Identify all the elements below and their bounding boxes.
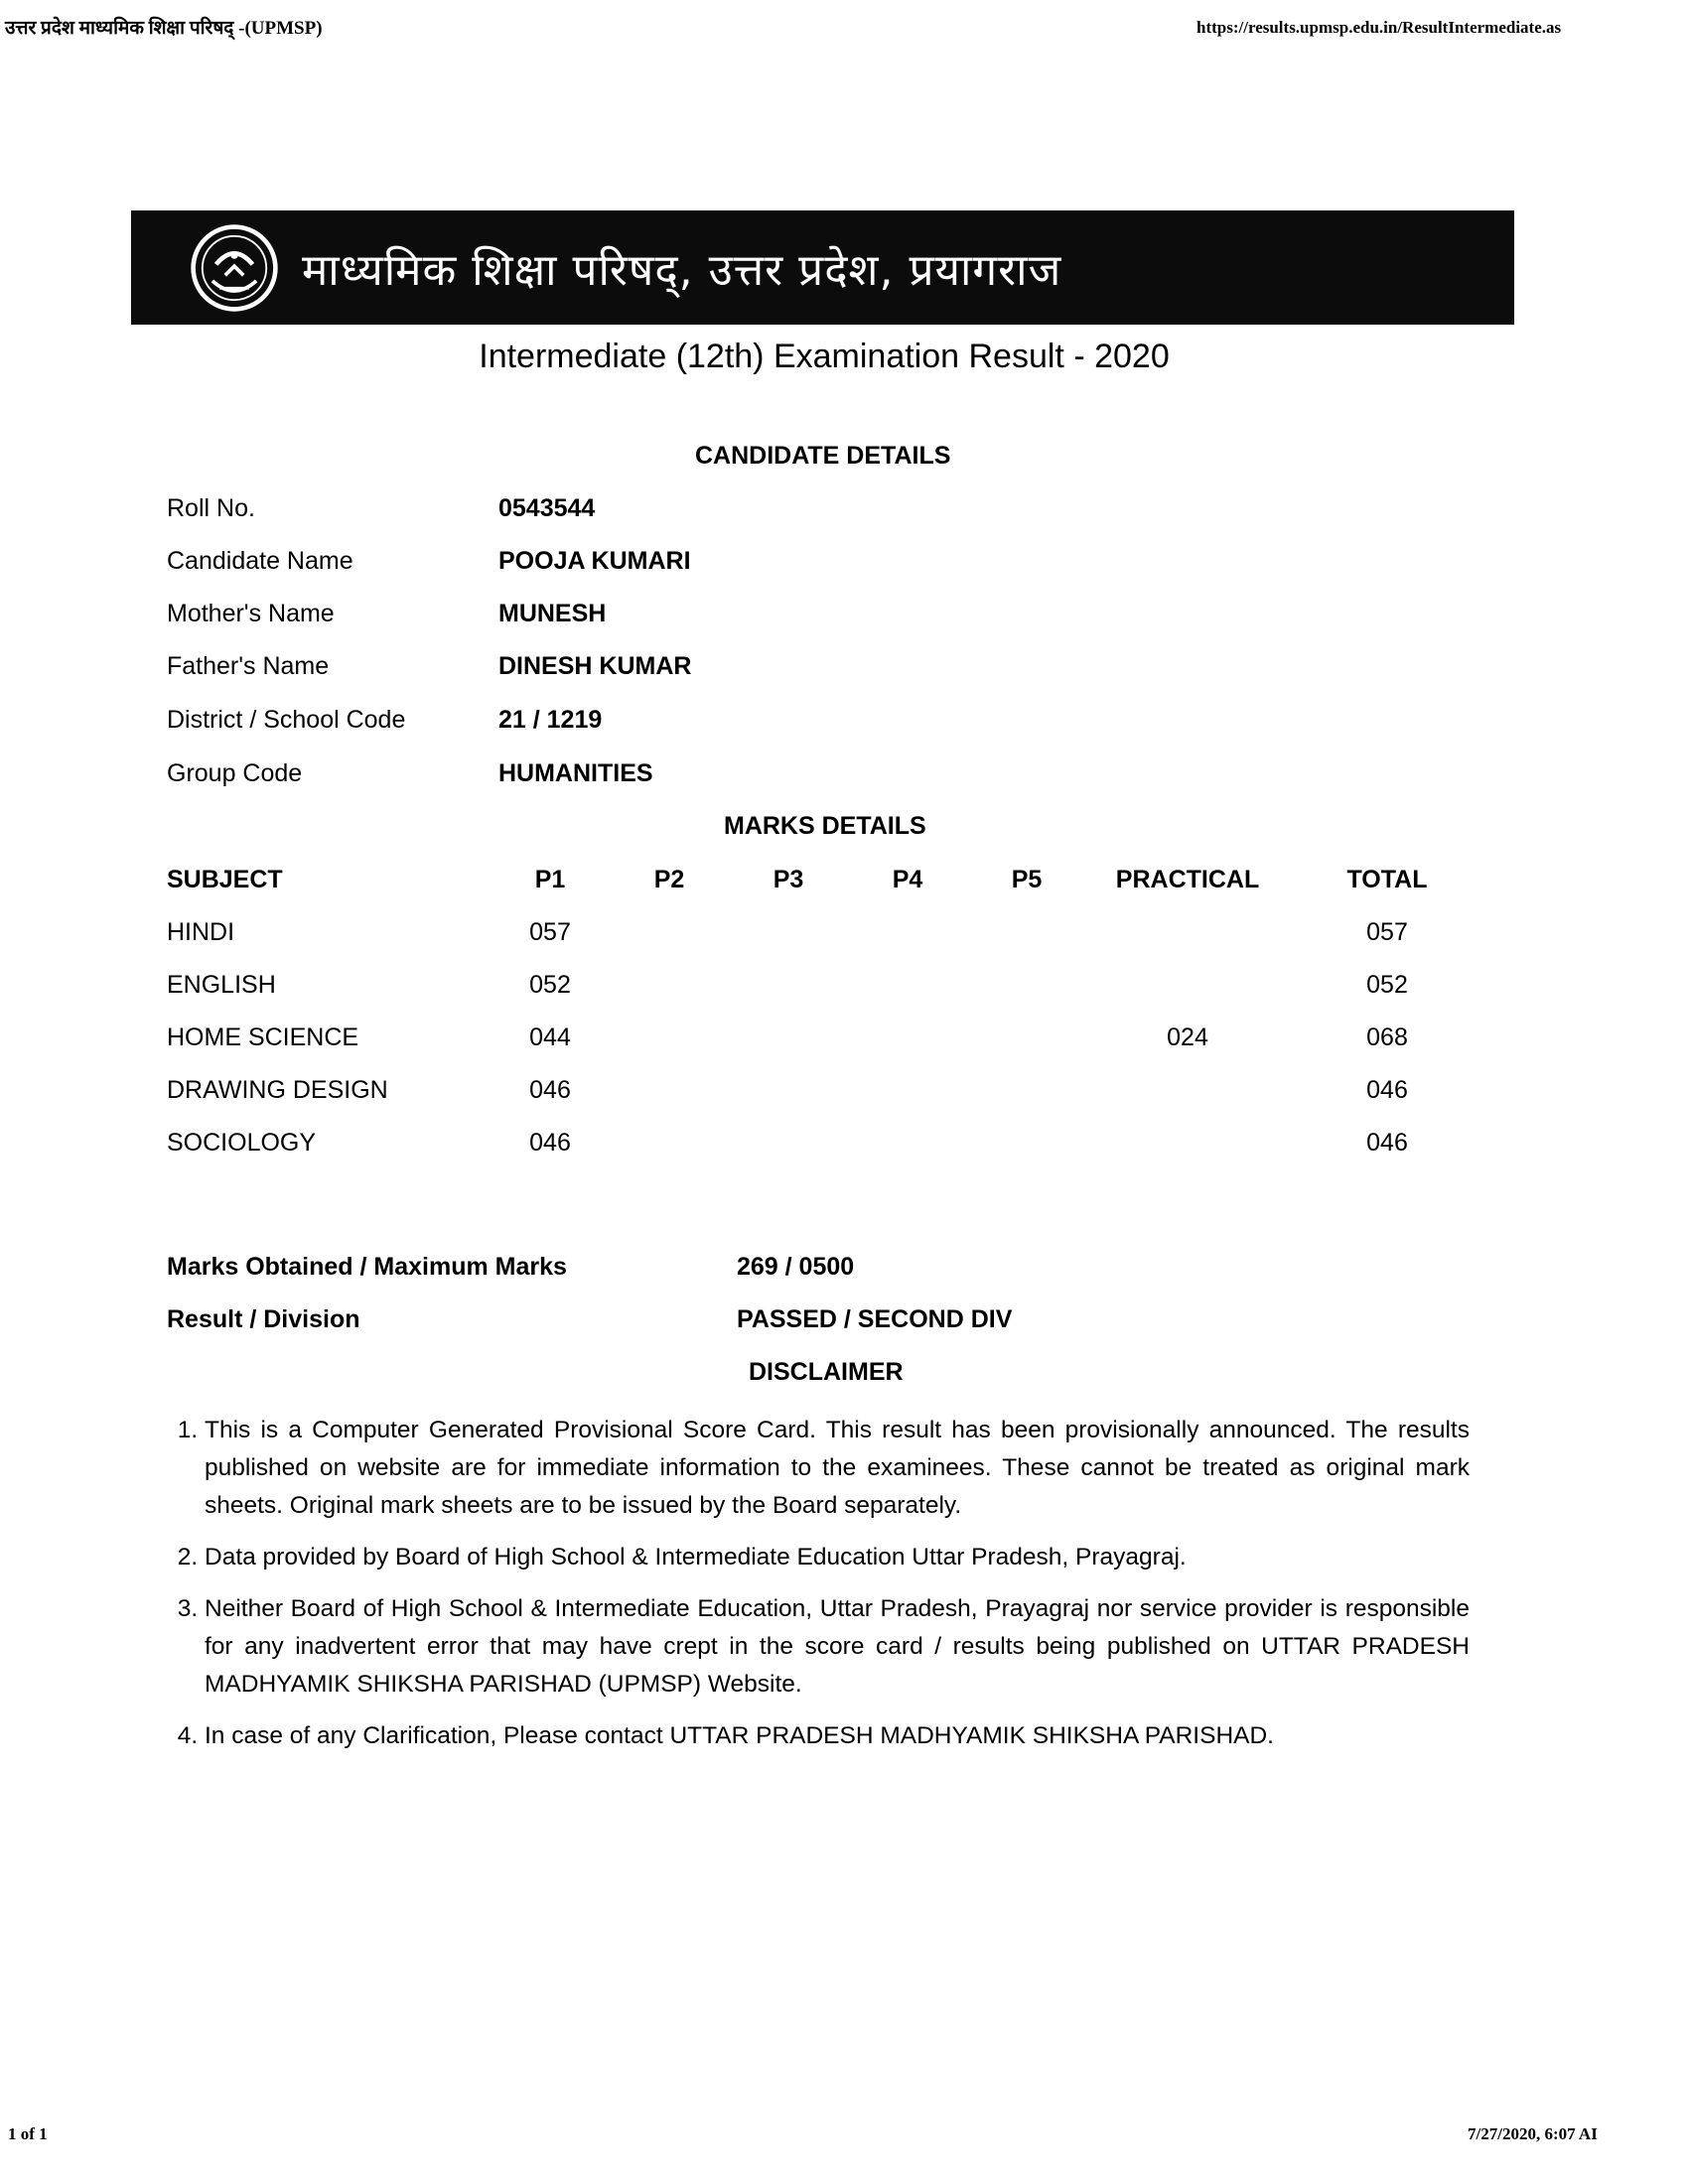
father-name: DINESH KUMAR — [498, 652, 692, 680]
column-header: P2 — [653, 866, 685, 893]
p1-cell: 046 — [529, 1076, 571, 1104]
total-cell: 068 — [1366, 1024, 1408, 1051]
subject-cell: SOCIOLOGY — [167, 1129, 317, 1157]
district-school-code: 21 / 1219 — [498, 706, 603, 734]
disclaimer-item: 1. This is a Computer Generated Provisional Score Card. This result has been provisionally announced. The results published on website are for immediate information to the examinees. These cannot be treated as original mark sheets. Original mark sheets are to be issued by the Board separately. — [205, 1412, 1470, 1525]
table-row — [0, 1129, 1688, 1162]
subject-cell: HOME SCIENCE — [167, 1024, 359, 1051]
field-label: Roll No. — [167, 494, 255, 522]
field-label: District / School Code — [167, 706, 406, 734]
field-label: Group Code — [167, 759, 303, 787]
result-division-value: PASSED / SECOND DIV — [737, 1305, 1013, 1333]
field-label: Father's Name — [167, 652, 330, 680]
column-header: PRACTICAL — [1115, 866, 1260, 893]
disclaimer-list — [167, 1412, 1470, 1769]
table-row — [0, 1024, 1688, 1057]
column-header: P1 — [534, 866, 566, 893]
column-header: P5 — [1011, 866, 1043, 893]
print-page-number: 1 of 1 — [8, 2124, 48, 2143]
result-division-label: Result / Division — [167, 1305, 360, 1333]
print-page-title: उत्तर प्रदेश माध्यमिक शिक्षा परिषद् -(UPMSP) — [5, 18, 323, 39]
marks-summary-row — [167, 1253, 855, 1282]
column-header: SUBJECT — [167, 866, 283, 893]
print-page-url: https://results.upmsp.edu.in/ResultIntermediate.as — [1196, 18, 1562, 37]
marks-details-heading: MARKS DETAILS — [724, 812, 926, 840]
disclaimer-heading: DISCLAIMER — [749, 1358, 904, 1386]
result-division-row — [167, 1305, 1013, 1334]
upmsp-emblem-icon — [189, 222, 280, 314]
p1-cell: 057 — [529, 918, 571, 946]
marks-table-header — [0, 866, 1688, 899]
field-label: Mother's Name — [167, 600, 335, 627]
p1-cell: 052 — [529, 971, 571, 999]
mother-name: MUNESH — [498, 600, 607, 627]
subject-cell: ENGLISH — [167, 971, 276, 999]
marks-obtained-value: 269 / 0500 — [737, 1253, 855, 1281]
print-datetime: 7/27/2020, 6:07 AI — [1468, 2124, 1598, 2143]
marks-obtained-label: Marks Obtained / Maximum Marks — [167, 1253, 567, 1281]
roll-number: 0543544 — [498, 494, 596, 522]
disclaimer-item: 3. Neither Board of High School & Intermediate Education, Uttar Pradesh, Prayagraj nor service provider is responsible for any inadvertent error that may have crept in the score card / results being published on UTTAR PRADESH MADHYAMIK SHIKSHA PARISHAD (UPMSP) Website. — [205, 1590, 1470, 1704]
practical-cell: 024 — [1167, 1024, 1208, 1051]
exam-title: Intermediate (12th) Examination Result - 2020 — [479, 338, 1170, 375]
total-cell: 057 — [1366, 918, 1408, 946]
group-code: HUMANITIES — [498, 759, 653, 787]
total-cell: 052 — [1366, 971, 1408, 999]
total-cell: 046 — [1366, 1129, 1408, 1157]
column-header: P4 — [892, 866, 923, 893]
board-name: माध्यमिक शिक्षा परिषद्, उत्तर प्रदेश, प्रयागराज — [302, 244, 1062, 296]
disclaimer-item: 4. In case of any Clarification, Please contact UTTAR PRADESH MADHYAMIK SHIKSHA PARISHAD. — [205, 1717, 1470, 1755]
disclaimer-item: 2. Data provided by Board of High School & Intermediate Education Uttar Pradesh, Prayagraj. — [205, 1539, 1470, 1576]
column-header: TOTAL — [1346, 866, 1428, 893]
candidate-details-heading: CANDIDATE DETAILS — [695, 442, 951, 470]
p1-cell: 046 — [529, 1129, 571, 1157]
table-row — [0, 1076, 1688, 1110]
candidate-name: POOJA KUMARI — [498, 547, 691, 575]
subject-cell: DRAWING DESIGN — [167, 1076, 388, 1104]
total-cell: 046 — [1366, 1076, 1408, 1104]
table-row — [0, 971, 1688, 1005]
field-label: Candidate Name — [167, 547, 353, 575]
p1-cell: 044 — [529, 1024, 571, 1051]
column-header: P3 — [773, 866, 804, 893]
subject-cell: HINDI — [167, 918, 235, 946]
board-banner — [131, 210, 1514, 325]
table-row — [0, 918, 1688, 952]
